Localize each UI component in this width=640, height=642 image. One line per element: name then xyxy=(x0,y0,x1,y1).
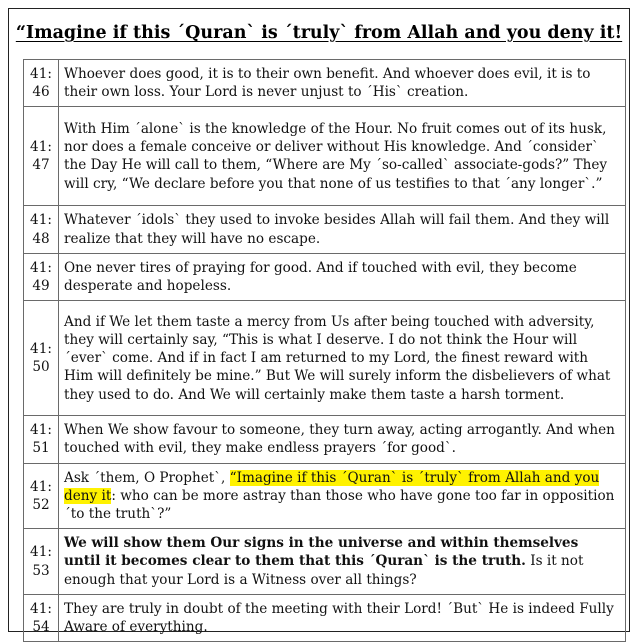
table-row xyxy=(24,206,626,253)
highlighted-text: “Imagine if this ˊQuranˋ is ˊtrulyˋ from Allah and you deny it xyxy=(64,469,600,504)
verse-text: One never tires of praying for good. And if touched with evil, they become desperate and hopeless. xyxy=(59,253,626,300)
verse-ref: 41: 49 xyxy=(24,253,59,300)
verse-text: Whatever ˊidolsˋ they used to invoke besides Allah will fail them. And they will realize that they will have no escape. xyxy=(59,206,626,253)
document-frame xyxy=(8,8,630,636)
verse-text: And if We let them taste a mercy from Us after being touched with adversity, they will certainly say, “This is what I deserve. I do not think the Hour will ˊeverˋ come. And if in fact I am returned to my Lord, the finest reward with Him will definitely be mine.” But We will surely inform the disbelievers of what they used to do. And We will certainly make them taste a harsh torment. xyxy=(59,301,626,416)
verse-table xyxy=(23,59,626,642)
verse-ref: 41: 51 xyxy=(24,416,59,463)
table-row xyxy=(24,301,626,416)
page-title: “Imagine if this ˊQuranˋ is ˊtrulyˋ from Allah and you deny it! xyxy=(15,23,623,43)
table-row xyxy=(24,60,626,107)
verse-text: They are truly in doubt of the meeting with their Lord! ˊButˋ He is indeed Fully Aware of everything. xyxy=(59,594,626,641)
verse-text: When We show favour to someone, they turn away, acting arrogantly. And when touched with evil, they make endless prayers ˊfor goodˋ. xyxy=(59,416,626,463)
verse-ref: 41: 53 xyxy=(24,529,59,595)
verse-text: We will show them Our signs in the universe and within themselves until it becomes clear to them that this ˊQuranˋ is the truth. Is it not enough that your Lord is a Witness over all things? xyxy=(59,529,626,595)
verse-text: Whoever does good, it is to their own benefit. And whoever does evil, it is to their own loss. Your Lord is never unjust to ˊHisˋ creation. xyxy=(59,60,626,107)
verse-ref: 41: 46 xyxy=(24,60,59,107)
table-row xyxy=(24,253,626,300)
verse-ref: 41: 54 xyxy=(24,594,59,641)
verse-ref: 41: 50 xyxy=(24,301,59,416)
table-row xyxy=(24,416,626,463)
table-row xyxy=(24,594,626,641)
verse-text: With Him ˊaloneˋ is the knowledge of the Hour. No fruit comes out of its husk, nor does a female conceive or deliver without His knowledge. And ˊconsiderˋ the Day He will call to them, “Where are My ˊso-calledˋ associate-gods?” They will cry, “We declare before you that none of us testifies to that ˊany longerˋ.” xyxy=(59,107,626,206)
verse-ref: 41: 52 xyxy=(24,463,59,529)
verse-text: Ask ˊthem, O Prophetˋ, “Imagine if this ˊQuranˋ is ˊtrulyˋ from Allah and you deny it: who can be more astray than those who have gone too far in opposition ˊto the truthˋ?” xyxy=(59,463,626,529)
verse-ref: 41: 48 xyxy=(24,206,59,253)
table-row xyxy=(24,107,626,206)
table-row xyxy=(24,463,626,529)
verse-ref: 41: 47 xyxy=(24,107,59,206)
table-row xyxy=(24,529,626,595)
bold-text: We will show them Our signs in the universe and within themselves until it becomes clear to them that this ˊQuranˋ is the truth. xyxy=(64,535,579,570)
